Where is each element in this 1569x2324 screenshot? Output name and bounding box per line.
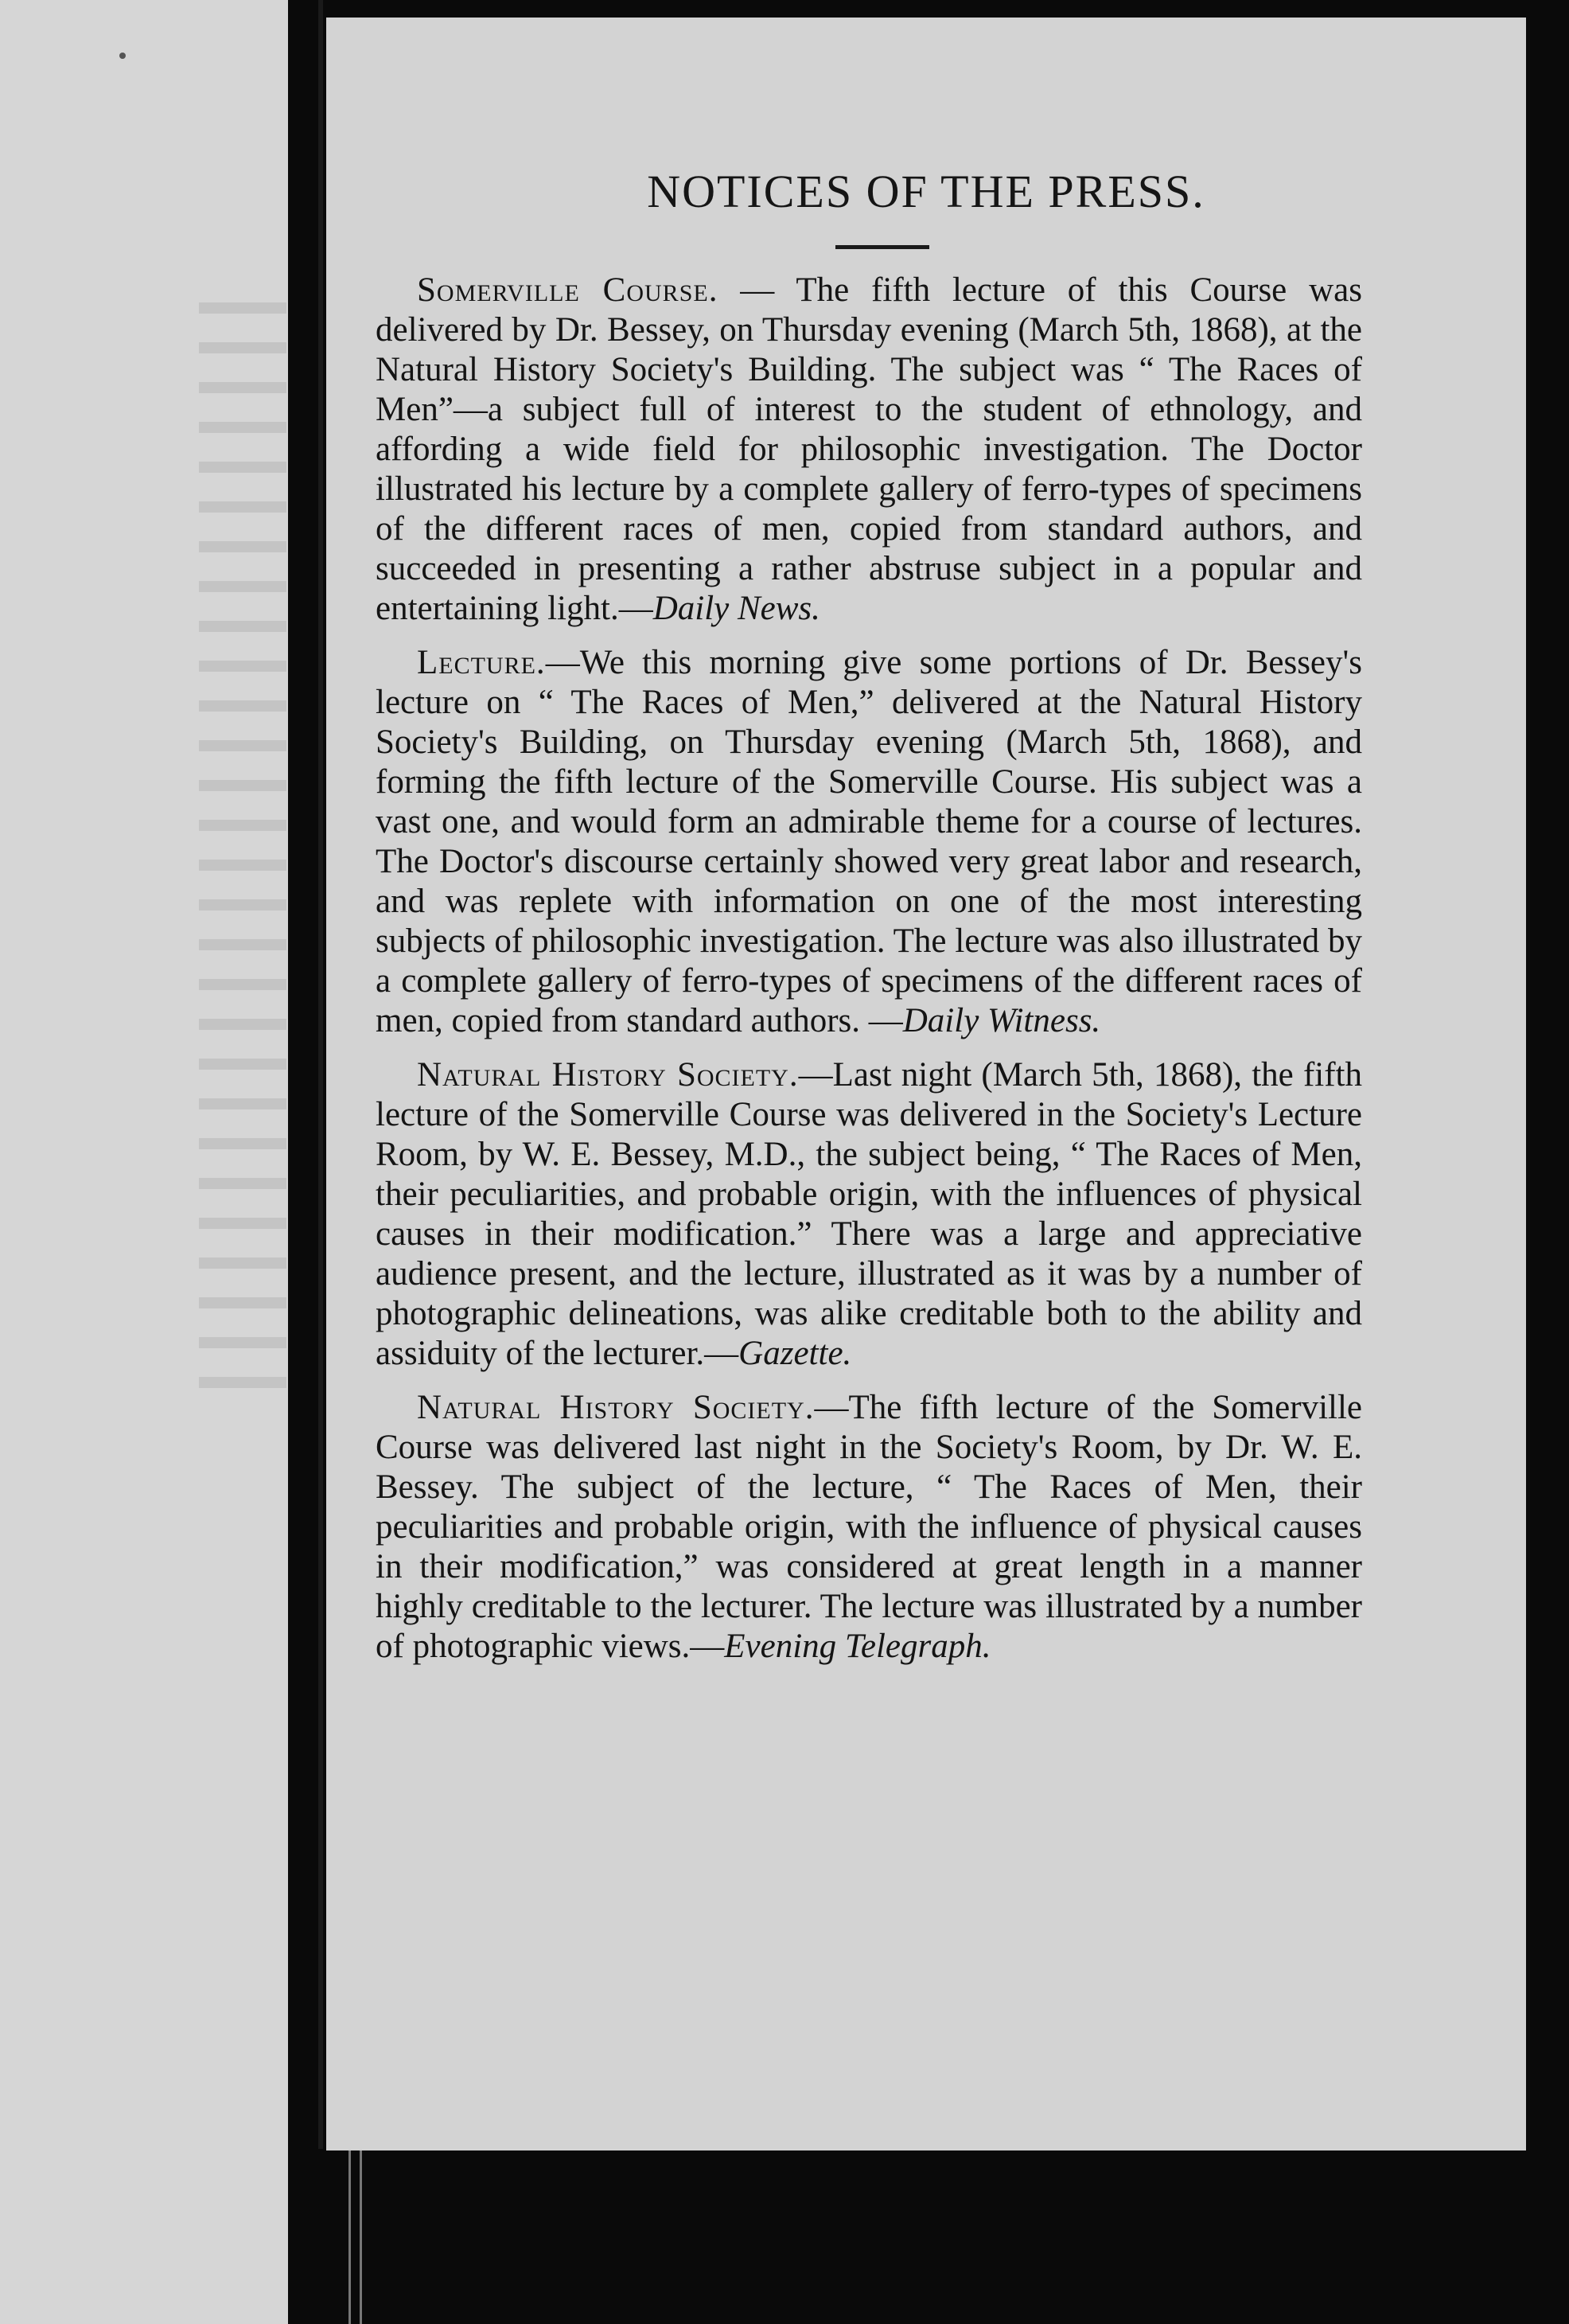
title-rule xyxy=(835,245,929,249)
press-notice xyxy=(376,1055,1362,1374)
notice-source: Gazette. xyxy=(738,1335,852,1372)
page-speck xyxy=(119,53,126,59)
article-list xyxy=(376,271,1362,1681)
press-notice xyxy=(376,643,1362,1041)
bleed-through-text xyxy=(199,302,286,1417)
notice-source: Evening Telegraph. xyxy=(724,1628,991,1665)
notice-heading: Somerville Course. xyxy=(417,271,718,309)
notice-heading: Lecture. xyxy=(417,644,546,681)
notice-body: —The fifth lecture of the Somerville Course was delivered last night in the Society's Room, by Dr. W. E. Bessey. The subject of the lecture, “ The Races of Men, their peculiarities and probable origin, with the influence of physical causes in their modification,” was considered at great length in a manner highly creditable to the lecturer. The lecture was illustrated by a number of photographic views.— xyxy=(376,1389,1362,1665)
press-clipping xyxy=(326,18,1526,2150)
lower-edge-line xyxy=(360,2149,362,2324)
previous-page-edge xyxy=(0,0,288,2324)
notice-source: Daily Witness. xyxy=(902,1002,1101,1039)
page-gutter xyxy=(318,0,323,2149)
notice-heading: Natural History Society. xyxy=(417,1056,799,1094)
notice-body: —We this morning give some portions of Dr. Bessey's lecture on “ The Races of Men,” delivered at the Natural History Society's Building, on Thursday evening (March 5th, 1868), and forming the fifth lecture of the Somerville Course. His subject was a vast one, and would form an admirable theme for a course of lectures. The Doctor's discourse certainly showed very great labor and research, and was replete with information on one of the most interesting subjects of philosophic investigation. The lecture was also illustrated by a complete gallery of ferro-types of specimens of the different races of men, copied from standard authors. — xyxy=(376,644,1362,1039)
lower-edge-line xyxy=(348,2149,351,2324)
notice-body: —Last night (March 5th, 1868), the fifth lecture of the Somerville Course was delivered in the Society's Lecture Room, by W. E. Bessey, M.D., the subject being, “ The Races of Men, their peculiarities, and probable origin, with the influences of physical causes in their modification.” There was a large and appreciative audience present, and the lecture, illustrated as it was by a number of photographic delineations, was alike creditable both to the ability and assiduity of the lecturer.— xyxy=(376,1056,1362,1372)
notice-body: — The fifth lecture of this Course was delivered by Dr. Bessey, on Thursday evening (March 5th, 1868), at the Natural History Society's Building. The subject was “ The Races of Men”—a subject full of interest to the student of ethnology, and affording a wide field for philosophic investigation. The Doctor illustrated his lecture by a complete gallery of ferro-types of specimens of the different races of men, copied from standard authors, and succeeded in presenting a rather abstruse subject in a popular and entertaining light.— xyxy=(376,271,1362,627)
press-notice xyxy=(376,271,1362,629)
notice-heading: Natural History Society. xyxy=(417,1389,815,1426)
press-notice xyxy=(376,1388,1362,1667)
page-title: NOTICES OF THE PRESS. xyxy=(647,166,1205,217)
notice-source: Daily News. xyxy=(652,590,820,627)
